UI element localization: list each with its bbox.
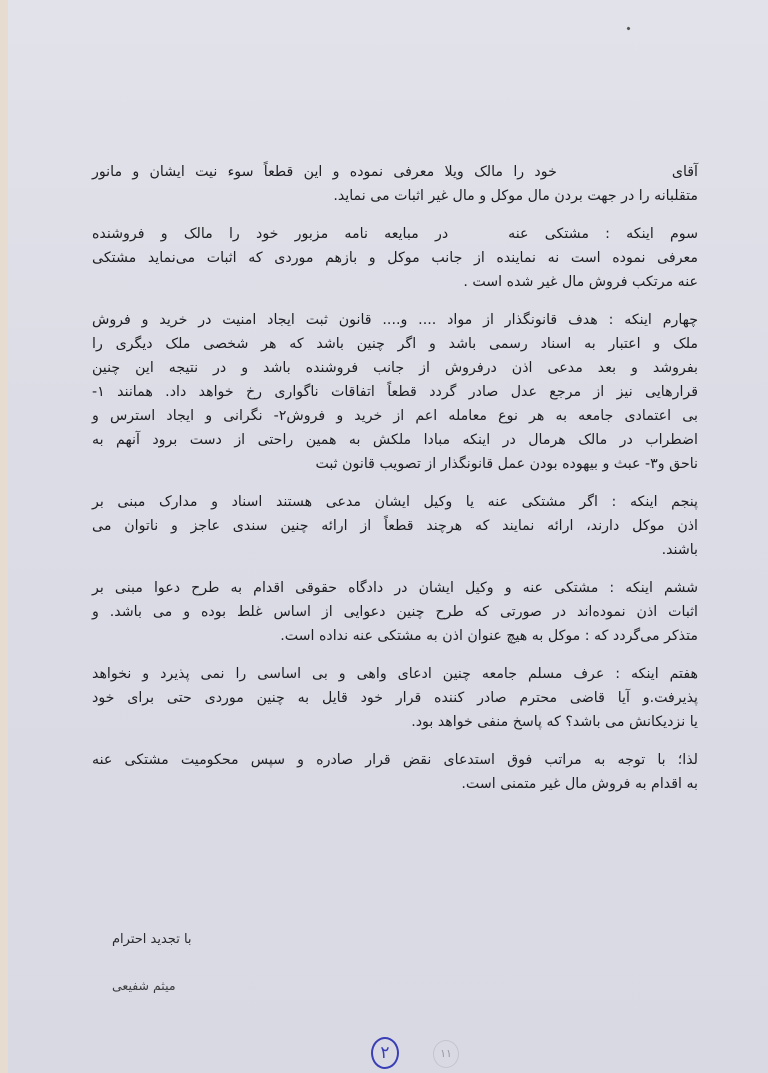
text-line: عنه مرتکب فروش مال غیر شده است . — [463, 274, 698, 290]
paragraph-conclusion — [92, 748, 698, 796]
text-line: لذا؛ با توجه به مراتب فوق استدعای نقض قرار صادره و سپس محکومیت مشتکی عنه — [92, 752, 698, 768]
text-line: باشند. — [661, 542, 698, 558]
text-line: سوم اینکه : مشتکی عنهدر مبایعه نامه مزبور خود را مالک و فروشنده — [92, 226, 698, 242]
text-line: اثبات اذن نموده‌اند در صورتی که طرح چنین دعوایی از اساس غلط بوده و می باشد. و — [92, 604, 698, 620]
salutation: آقای — [671, 164, 698, 180]
text-line: آقایخود را مالک ویلا معرفی نموده و این قطعاً سوء نیت ایشان و مانور — [92, 164, 698, 180]
closing-regards: با تجدید احترام — [112, 932, 192, 947]
paragraph-intro — [92, 160, 698, 208]
paragraph-fifth — [92, 490, 698, 562]
signature-name: میثم شفیعی — [112, 978, 176, 993]
text-line: یا نزدیکانش می باشد؟ که پاسخ منفی خواهد بود. — [411, 714, 698, 730]
text-line: متقلبانه را در جهت بردن مال موکل و مال غیر اثبات می نماید. — [333, 188, 698, 204]
text-line: اذن موکل دارند، ارائه نمایند که هرچند قطعاً از ارائه چنین سندی عاجز و ناتوان می — [92, 518, 698, 534]
paragraph-seventh — [92, 662, 698, 734]
text-line: ملک و اعتبار به اسناد رسمی باشد و اگر چنین باشد که هر شخصی ملک دیگری را — [92, 336, 698, 352]
text-line: قرارهایی نیز از مرجع عدل صادر گردد قطعاً اتفاقات ناگواری رخ خواهد داد. همانند ۱- — [92, 384, 698, 400]
text-line: پنجم اینکه : اگر مشتکی عنه یا وکیل ایشان مدعی هستند اسناد و مدارک مبنی بر — [92, 494, 698, 510]
text-line: ششم اینکه : مشتکی عنه و وکیل ایشان در دادگاه حقوقی اقدام به طرح دعوا مبنی بر — [92, 580, 698, 596]
text-line: ناحق و۳- عبث و بیهوده بودن عمل قانونگذار از تصویب قانون ثبت — [315, 456, 698, 472]
text-line: بفروشد و بعد مدعی اذن درفروش از جانب فروشنده باشد و در نتیجه این چنین — [92, 360, 698, 376]
document-body — [92, 160, 698, 810]
text-line: معرفی نموده است نه نماینده از جانب موکل و بازهم موردی که اثبات می‌نماید مشتکی — [92, 250, 698, 266]
paragraph-third — [92, 222, 698, 294]
scan-edge-strip — [0, 0, 8, 1073]
text-line: بی اعتمادی جامعه به هر نوع معامله اعم از خرید و فروش۲- نگرانی و ایجاد استرس و — [92, 408, 698, 424]
handwritten-page-number: ۲ — [371, 1037, 399, 1069]
text-line: به اقدام به فروش مال غیر متمنی است. — [461, 776, 698, 792]
text-line: اضطراب در مالک هرمال در اینکه مبادا ملکش به همین راحتی از دست برود آنهم به — [92, 432, 698, 448]
text-line: متذکر می‌گردد که : موکل به هیچ عنوان اذن به مشتکی عنه نداده است. — [280, 628, 698, 644]
text-line: چهارم اینکه : هدف قانونگذار از مواد .... و.... قانون ثبت ایجاد امنیت در خرید و فروش — [92, 312, 698, 328]
text-line: هفتم اینکه : عرف مسلم جامعه چنین ادعای واهی و بی اساسی را نمی پذیرد و نخواهد — [92, 666, 698, 682]
pencil-page-number: ۱۱ — [433, 1040, 459, 1068]
text-line: پذیرفت.و آیا قاضی محترم صادر کننده قرار خود قایل به چنین موردی حتی برای خود — [92, 690, 698, 706]
paragraph-fourth — [92, 308, 698, 476]
paragraph-sixth — [92, 576, 698, 648]
